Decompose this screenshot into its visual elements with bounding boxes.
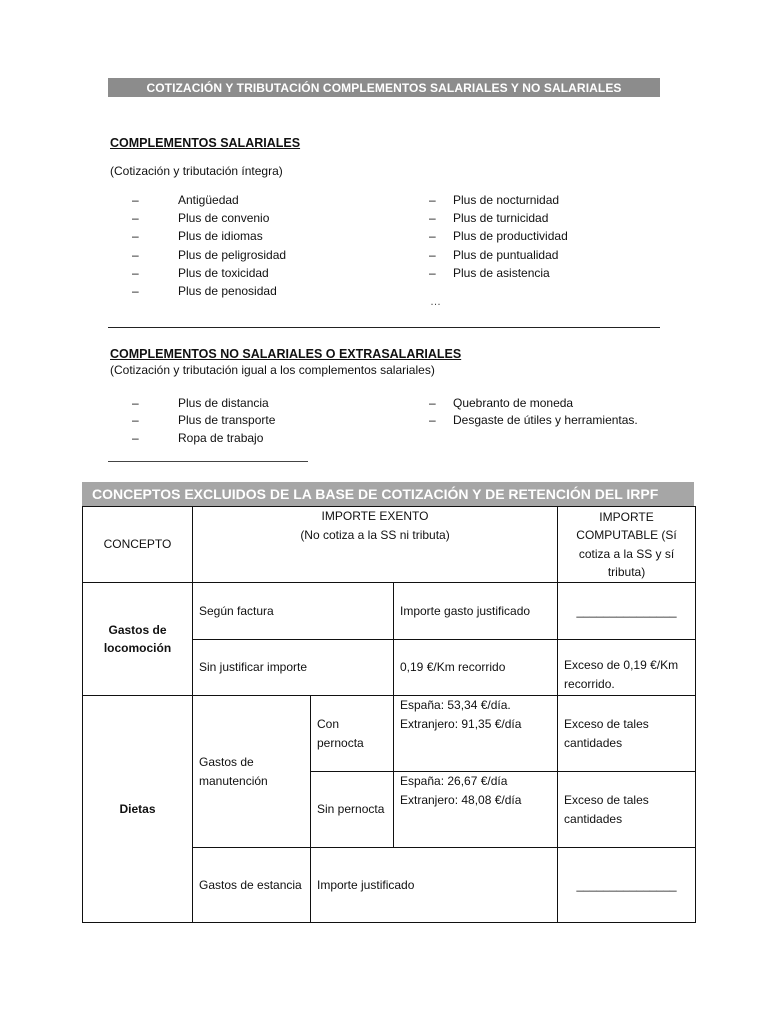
con-pernocta-computable: Exceso de tales cantidades xyxy=(558,696,696,772)
locomocion-sin-justificar-computable: Exceso de 0,19 €/Km recorrido. xyxy=(558,640,696,696)
list-item: – Plus de distancia xyxy=(132,396,269,410)
salariales-note: (Cotización y tributación íntegra) xyxy=(110,164,283,178)
list-item: – Plus de puntualidad xyxy=(429,247,559,262)
list-item: – Plus de idiomas xyxy=(132,229,263,244)
locomocion-factura-computable: _______________ xyxy=(558,583,696,640)
con-pernocta-label: Con pernocta xyxy=(311,696,394,772)
list-item: – Plus de penosidad xyxy=(132,283,277,298)
excluidos-table xyxy=(82,506,696,923)
locomocion-sin-justificar: Sin justificar importe xyxy=(193,640,394,696)
document-title: COTIZACIÓN Y TRIBUTACIÓN COMPLEMENTOS SALARIALES Y NO SALARIALES xyxy=(108,78,660,97)
short-divider xyxy=(108,461,308,462)
sin-pernocta-exento: España: 26,67 €/día Extranjero: 48,08 €/día xyxy=(394,772,558,848)
list-item: – Ropa de trabajo xyxy=(132,430,264,445)
salariales-list-right xyxy=(429,191,568,282)
estancia-label: Gastos de estancia xyxy=(193,848,311,923)
dietas-label: Dietas xyxy=(83,696,193,923)
list-item: – Quebranto de moneda xyxy=(429,396,574,410)
salariales-list-left xyxy=(132,191,286,300)
list-item: – Plus de turnicidad xyxy=(429,211,549,226)
header-importe-exento: IMPORTE EXENTO (No cotiza a la SS ni tributa) xyxy=(193,507,558,583)
estancia-computable: _______________ xyxy=(558,848,696,923)
locomocion-factura-exento: Importe gasto justificado xyxy=(394,583,558,640)
no-salariales-list-right xyxy=(429,395,638,430)
no-salariales-note: (Cotización y tributación igual a los complementos salariales) xyxy=(110,363,435,377)
list-item: – Antigüedad xyxy=(132,193,239,207)
list-item: – Plus de productividad xyxy=(429,229,568,244)
manutencion-label: Gastos de manutención xyxy=(193,696,311,848)
estancia-exento: Importe justificado xyxy=(311,848,558,923)
list-ellipsis: … xyxy=(430,296,441,308)
salariales-heading: COMPLEMENTOS SALARIALES xyxy=(110,136,301,150)
list-item: – Plus de nocturnidad xyxy=(429,193,560,207)
locomocion-label: Gastos de locomoción xyxy=(83,583,193,696)
no-salariales-list-left xyxy=(132,395,275,447)
list-item: – Desgaste de útiles y herramientas. xyxy=(429,413,638,428)
header-concepto: CONCEPTO xyxy=(83,507,193,583)
list-item: – Plus de peligrosidad xyxy=(132,247,287,262)
sin-pernocta-label: Sin pernocta xyxy=(311,772,394,848)
list-item: – Plus de convenio xyxy=(132,211,270,226)
table-row xyxy=(83,696,696,772)
excluidos-heading: CONCEPTOS EXCLUIDOS DE LA BASE DE COTIZACIÓN Y DE RETENCIÓN DEL IRPF xyxy=(82,482,694,506)
list-item: – Plus de asistencia xyxy=(429,265,550,280)
locomocion-factura: Según factura xyxy=(193,583,394,640)
list-item: – Plus de toxicidad xyxy=(132,265,269,280)
section-divider xyxy=(108,327,660,328)
no-salariales-heading: COMPLEMENTOS NO SALARIALES O EXTRASALARIALES xyxy=(110,347,462,361)
list-item: – Plus de transporte xyxy=(132,413,276,428)
locomocion-sin-justificar-exento: 0,19 €/Km recorrido xyxy=(394,640,558,696)
table-row xyxy=(83,583,696,640)
sin-pernocta-computable: Exceso de tales cantidades xyxy=(558,772,696,848)
header-importe-computable: IMPORTE COMPUTABLE (Sí cotiza a la SS y sí tributa) xyxy=(558,507,696,583)
table-header-row xyxy=(83,507,696,583)
con-pernocta-exento: España: 53,34 €/día. Extranjero: 91,35 €/día xyxy=(394,696,558,772)
